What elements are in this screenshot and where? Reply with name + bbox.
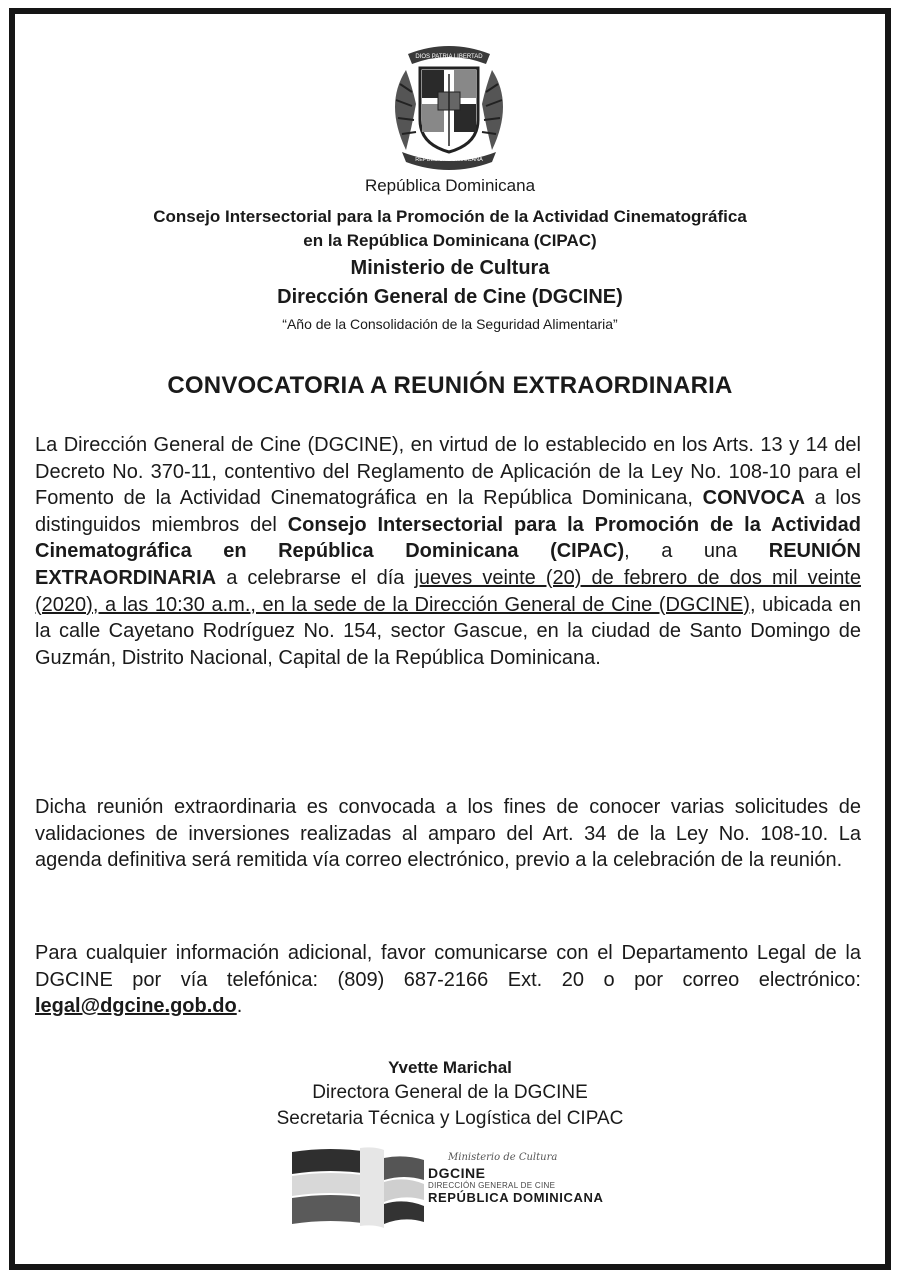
p1-text-3: , a una	[624, 540, 769, 563]
coat-of-arms-seal	[376, 34, 522, 170]
signature-name: Yvette Marichal	[388, 1058, 512, 1077]
p3-text-2: .	[236, 995, 243, 1018]
p1-bold-consejo: Consejo Intersectorial para la Promoción de la Actividad Cinematográfica en República Dominicana (CIPAC)	[35, 513, 862, 563]
p3-text-1: Para cualquier información adicional, favor comunicarse con el Departamento Legal de la DGCINE por vía telefónica: (809) 687-2166 Ext. 20 o por correo electrónico:	[35, 942, 861, 991]
p1-text-5: , ubicada en la calle Cayetano Rodríguez No. 154, sector Gascue, en la ciudad de Santo Domingo de Guzmán, Distrito Nacional, Capital de la República Dominicana.	[35, 593, 861, 669]
p1-text-1: La Dirección General de Cine (DGCINE), en virtud de lo establecido en los Arts. 13 y 14 del Decreto No. 370-11, contentivo del Reglamento de Aplicación de la Ley No. 108-10 para el Fomento de la Actividad Cinematográfica en la República Dominicana,	[35, 434, 861, 510]
logo-ministerio-script: Ministerio de Cultura	[448, 1152, 558, 1163]
dgcine-flag-logo	[290, 1146, 430, 1230]
p1-bold-convoca: CONVOCA	[702, 487, 805, 510]
logo-direccion: DIRECCIÓN GENERAL DE CINE	[428, 1181, 556, 1190]
header-direccion: Dirección General de Cine (DGCINE)	[277, 286, 623, 308]
paragraph-contact	[35, 940, 861, 1020]
seal-banner: REPÚBLICA DOMINICANA	[415, 157, 483, 163]
p1-underlined-date-place: jueves veinte (20) de febrero de dos mil veinte (2020), a las 10:30 a.m., en la sede de la Dirección General de Cine (DGCINE)	[35, 566, 861, 616]
header-republica: República Dominicana	[364, 176, 536, 195]
p1-text-4: a celebrarse el día	[216, 566, 415, 589]
logo-republica: REPÚBLICA DOMINICANA	[428, 1190, 604, 1205]
paragraph-convocation	[35, 432, 861, 671]
dgcine-logo-text	[428, 1152, 603, 1205]
header-consejo	[0, 205, 900, 253]
seal-motto: DIOS PATRIA LIBERTAD	[415, 54, 483, 60]
signature-title-2: Secretaria Técnica y Logística del CIPAC	[276, 1108, 624, 1129]
p1-text-2: a los distinguidos miembros del	[35, 487, 862, 536]
signature-title-1: Directora General de la DGCINE	[312, 1082, 588, 1103]
header-consejo-line2: en la República Dominicana (CIPAC)	[303, 231, 597, 250]
document-title: CONVOCATORIA A REUNIÓN EXTRAORDINARIA	[167, 372, 733, 399]
logo-dgcine: DGCINE	[428, 1165, 486, 1181]
contact-email-link[interactable]: legal@dgcine.gob.do	[35, 995, 237, 1018]
header-year-motto: “Año de la Consolidación de la Seguridad Alimentaria”	[282, 316, 618, 332]
p1-bold-reunion: REUNIÓN EXTRAORDINARIA	[35, 540, 861, 589]
paragraph-purpose: Dicha reunión extraordinaria es convocada a los fines de conocer varias solicitudes de validaciones de inversiones realizadas al amparo del Art. 34 de la Ley No. 108-10. La agenda definitiva será remitida vía correo electrónico, previo a la celebración de la reunión.	[35, 796, 861, 872]
header-ministerio: Ministerio de Cultura	[350, 257, 550, 279]
header-consejo-line1: Consejo Intersectorial para la Promoción de la Actividad Cinematográfica	[153, 207, 747, 226]
